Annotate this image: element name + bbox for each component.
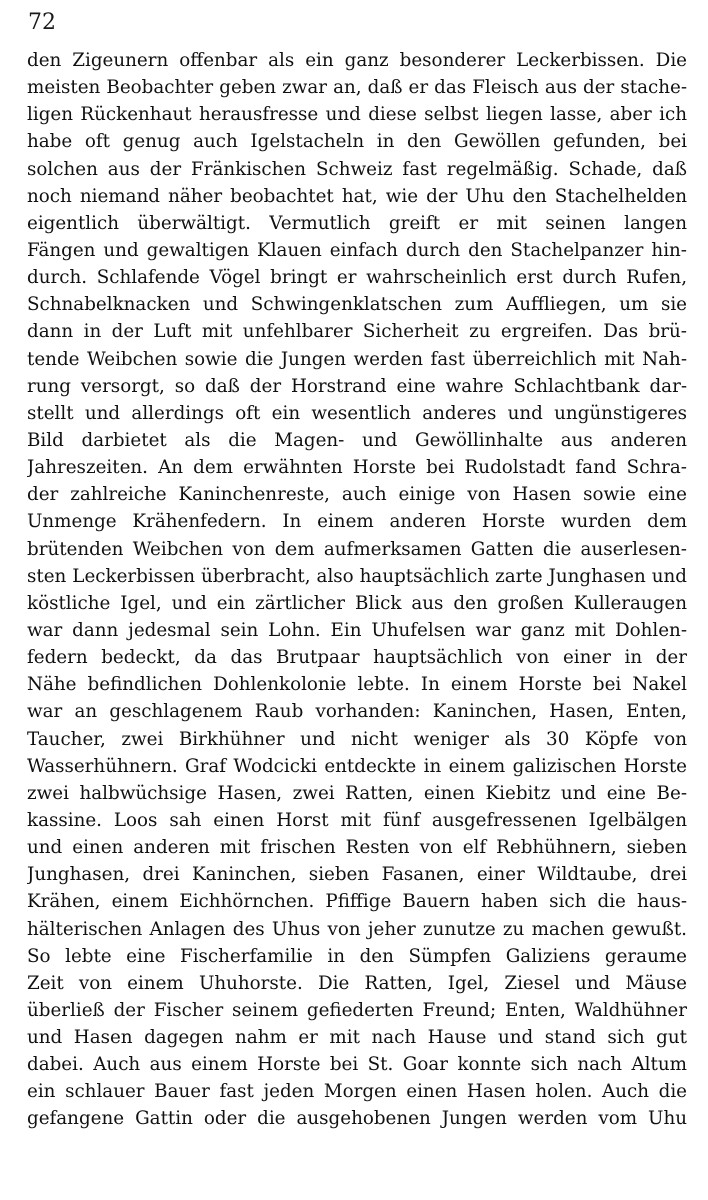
text-line: Junghasen, drei Kaninchen, sieben Fasanen, einer Wildtaube, drei — [27, 864, 687, 886]
text-line: eigentlich überwältigt. Vermutlich greift er mit seinen langen — [27, 212, 687, 234]
text-line: Krähen, einem Eichhörnchen. Pfiffige Bauern haben sich die haus- — [27, 891, 687, 913]
text-line: durch. Schlafende Vögel bringt er wahrscheinlich erst durch Rufen, — [27, 267, 687, 289]
text-line: und Hasen dagegen nahm er mit nach Hause und stand sich gut — [27, 1027, 687, 1049]
text-line: überließ der Fischer seinem gefiederten Freund; Enten, Waldhühner — [27, 999, 687, 1021]
text-line: ein schlauer Bauer fast jeden Morgen einen Hasen holen. Auch die — [27, 1081, 687, 1103]
text-line: gefangene Gattin oder die ausgehobenen Jungen werden vom Uhu — [27, 1108, 687, 1130]
text-line: brütenden Weibchen von dem aufmerksamen Gatten die auserlesen- — [27, 538, 687, 560]
text-line: meisten Beobachter geben zwar an, daß er das Fleisch aus der stache- — [27, 77, 687, 99]
page-number: 72 — [28, 10, 56, 35]
text-line: war dann jedesmal sein Lohn. Ein Uhufelsen war ganz mit Dohlen- — [27, 619, 687, 641]
text-line: hälterischen Anlagen des Uhus von jeher zunutze zu machen gewußt. — [27, 918, 687, 940]
body-text — [27, 47, 687, 1133]
text-line: Nähe befindlichen Dohlenkolonie lebte. In einem Horste bei Nakel — [27, 674, 687, 696]
text-line: tende Weibchen sowie die Jungen werden fast überreichlich mit Nah- — [27, 348, 687, 370]
text-line: Zeit von einem Uhuhorste. Die Ratten, Igel, Ziesel und Mäuse — [27, 972, 687, 994]
text-line: Fängen und gewaltigen Klauen einfach durch den Stachelpanzer hin- — [27, 239, 687, 261]
text-line: dann in der Luft mit unfehlbarer Sicherheit zu ergreifen. Das brü- — [27, 321, 687, 343]
text-line: dabei. Auch aus einem Horste bei St. Goar konnte sich nach Altum — [27, 1054, 687, 1076]
text-line: stellt und allerdings oft ein wesentlich anderes und ungünstigeres — [27, 402, 687, 424]
text-line: rung versorgt, so daß der Horstrand eine wahre Schlachtbank dar- — [27, 375, 687, 397]
text-line: und einen anderen mit frischen Resten von elf Rebhühnern, sieben — [27, 837, 687, 859]
text-line: sten Leckerbissen überbracht, also hauptsächlich zarte Junghasen und — [27, 565, 687, 587]
text-line: zwei halbwüchsige Hasen, zwei Ratten, einen Kiebitz und eine Be- — [27, 782, 687, 804]
text-line: Schnabelknacken und Schwingenklatschen zum Auffliegen, um sie — [27, 294, 687, 316]
text-line: ligen Rückenhaut herausfresse und diese selbst liegen lasse, aber ich — [27, 104, 687, 126]
text-line: den Zigeunern offenbar als ein ganz besonderer Leckerbissen. Die — [27, 50, 687, 71]
text-line: Taucher, zwei Birkhühner und nicht weniger als 30 Köpfe von — [27, 728, 687, 750]
text-line: Bild darbietet als die Magen- und Gewöllinhalte aus anderen — [27, 429, 687, 451]
text-line: habe oft genug auch Igelstacheln in den Gewöllen gefunden, bei — [27, 131, 687, 153]
text-line: noch niemand näher beobachtet hat, wie der Uhu den Stachelhelden — [27, 185, 687, 207]
text-line: solchen aus der Fränkischen Schweiz fast regelmäßig. Schade, daß — [27, 158, 687, 180]
text-line: Jahreszeiten. An dem erwähnten Horste bei Rudolstadt fand Schra- — [27, 457, 687, 479]
text-line: köstliche Igel, und ein zärtlicher Blick aus den großen Kulleraugen — [27, 592, 687, 614]
text-line: der zahlreiche Kaninchenreste, auch einige von Hasen sowie eine — [27, 484, 687, 506]
text-line: federn bedeckt, da das Brutpaar hauptsächlich von einer in der — [27, 647, 687, 669]
text-line: Wasserhühnern. Graf Wodcicki entdeckte in einem galizischen Horste — [27, 755, 687, 777]
text-line: So lebte eine Fischerfamilie in den Sümpfen Galiziens geraume — [27, 945, 687, 967]
text-line: war an geschlagenem Raub vorhanden: Kaninchen, Hasen, Enten, — [27, 701, 687, 723]
text-line: kassine. Loos sah einen Horst mit fünf ausgefressenen Igelbälgen — [27, 809, 687, 831]
text-line: Unmenge Krähenfedern. In einem anderen Horste wurden dem — [27, 511, 687, 533]
